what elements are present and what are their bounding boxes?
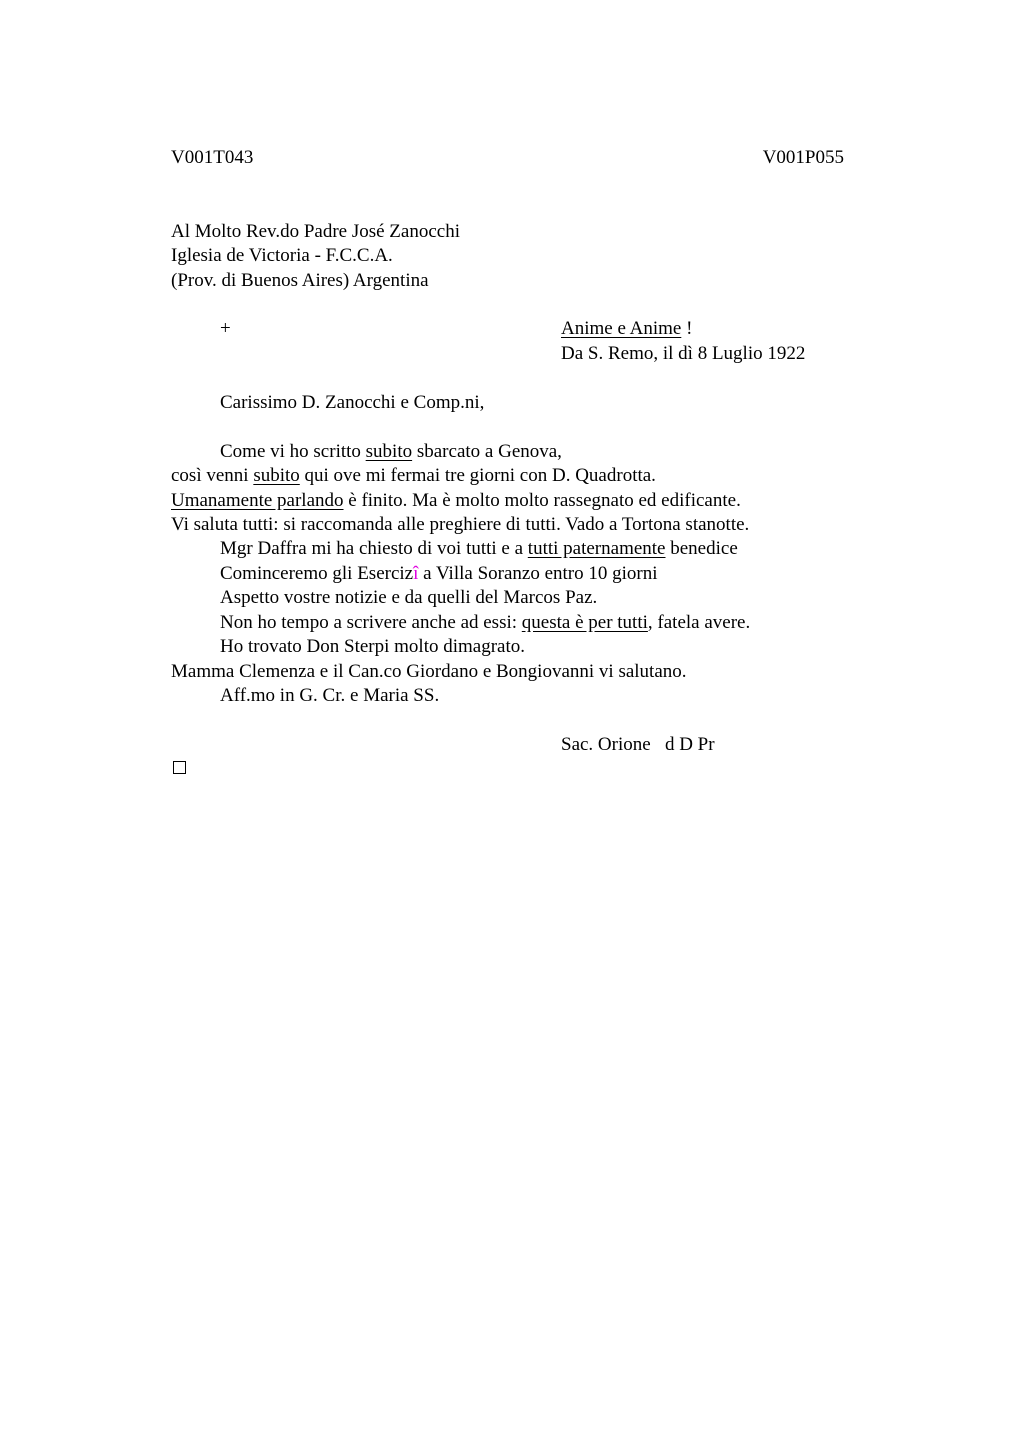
body-line <box>220 611 750 635</box>
page-code-right: V001P055 <box>762 147 844 168</box>
salutation: Carissimo D. Zanocchi e Comp.ni, <box>220 392 485 413</box>
text-run: Non ho tempo a scrivere anche ad essi: <box>220 612 522 633</box>
text-run: Cominceremo gli Eserciz <box>220 563 414 584</box>
text-run: benedice <box>665 538 738 559</box>
underlined-text: subito <box>365 441 413 462</box>
text-run: così venni <box>171 465 254 486</box>
highlighted-letter: î <box>413 563 419 584</box>
underlined-text: tutti paternamente <box>527 538 666 559</box>
cross-mark: + <box>220 318 231 339</box>
motto-suffix: ! <box>681 318 693 339</box>
text-run: Come vi ho scritto <box>220 441 366 462</box>
address-line-3: (Prov. di Buenos Aires) Argentina <box>171 270 429 291</box>
place-date: Da S. Remo, il dì 8 Luglio 1922 <box>561 343 806 364</box>
underlined-text: Umanamente parlando <box>171 490 344 511</box>
document-code-left: V001T043 <box>171 147 254 168</box>
text-run: è finito. Ma è molto molto rassegnato ed edificante. <box>343 490 741 511</box>
underlined-text: subito <box>253 465 300 486</box>
motto <box>561 317 692 341</box>
body-line: Aspetto vostre notizie e da quelli del Marcos Paz. <box>220 587 598 608</box>
body-line <box>220 440 562 464</box>
body-line <box>171 464 656 488</box>
body-line: Mamma Clemenza e il Can.co Giordano e Bongiovanni vi salutano. <box>171 661 687 682</box>
text-run: Mgr Daffra mi ha chiesto di voi tutti e a <box>220 538 528 559</box>
underlined-text: questa è per tutti <box>521 612 648 633</box>
address-line-2: Iglesia de Victoria - F.C.C.A. <box>171 245 393 266</box>
address-line-1: Al Molto Rev.do Padre José Zanocchi <box>171 221 460 242</box>
body-line <box>220 537 738 561</box>
text-run: qui ove mi fermai tre giorni con D. Quadrotta. <box>299 465 656 486</box>
body-line: Vi saluta tutti: si raccomanda alle preghiere di tutti. Vado a Tortona stanotte. <box>171 514 750 535</box>
body-line <box>220 562 658 586</box>
body-line: Ho trovato Don Sterpi molto dimagrato. <box>220 636 526 657</box>
checkbox-icon[interactable] <box>173 761 186 774</box>
motto-underlined: Anime e Anime <box>561 318 682 339</box>
text-run: a Villa Soranzo entro 10 giorni <box>418 563 658 584</box>
signature: Sac. Orione d D Pr <box>561 734 715 755</box>
body-line <box>171 489 741 513</box>
closing-line: Aff.mo in G. Cr. e Maria SS. <box>220 685 440 706</box>
text-run: sbarcato a Genova, <box>412 441 562 462</box>
text-run: , fatela avere. <box>647 612 751 633</box>
